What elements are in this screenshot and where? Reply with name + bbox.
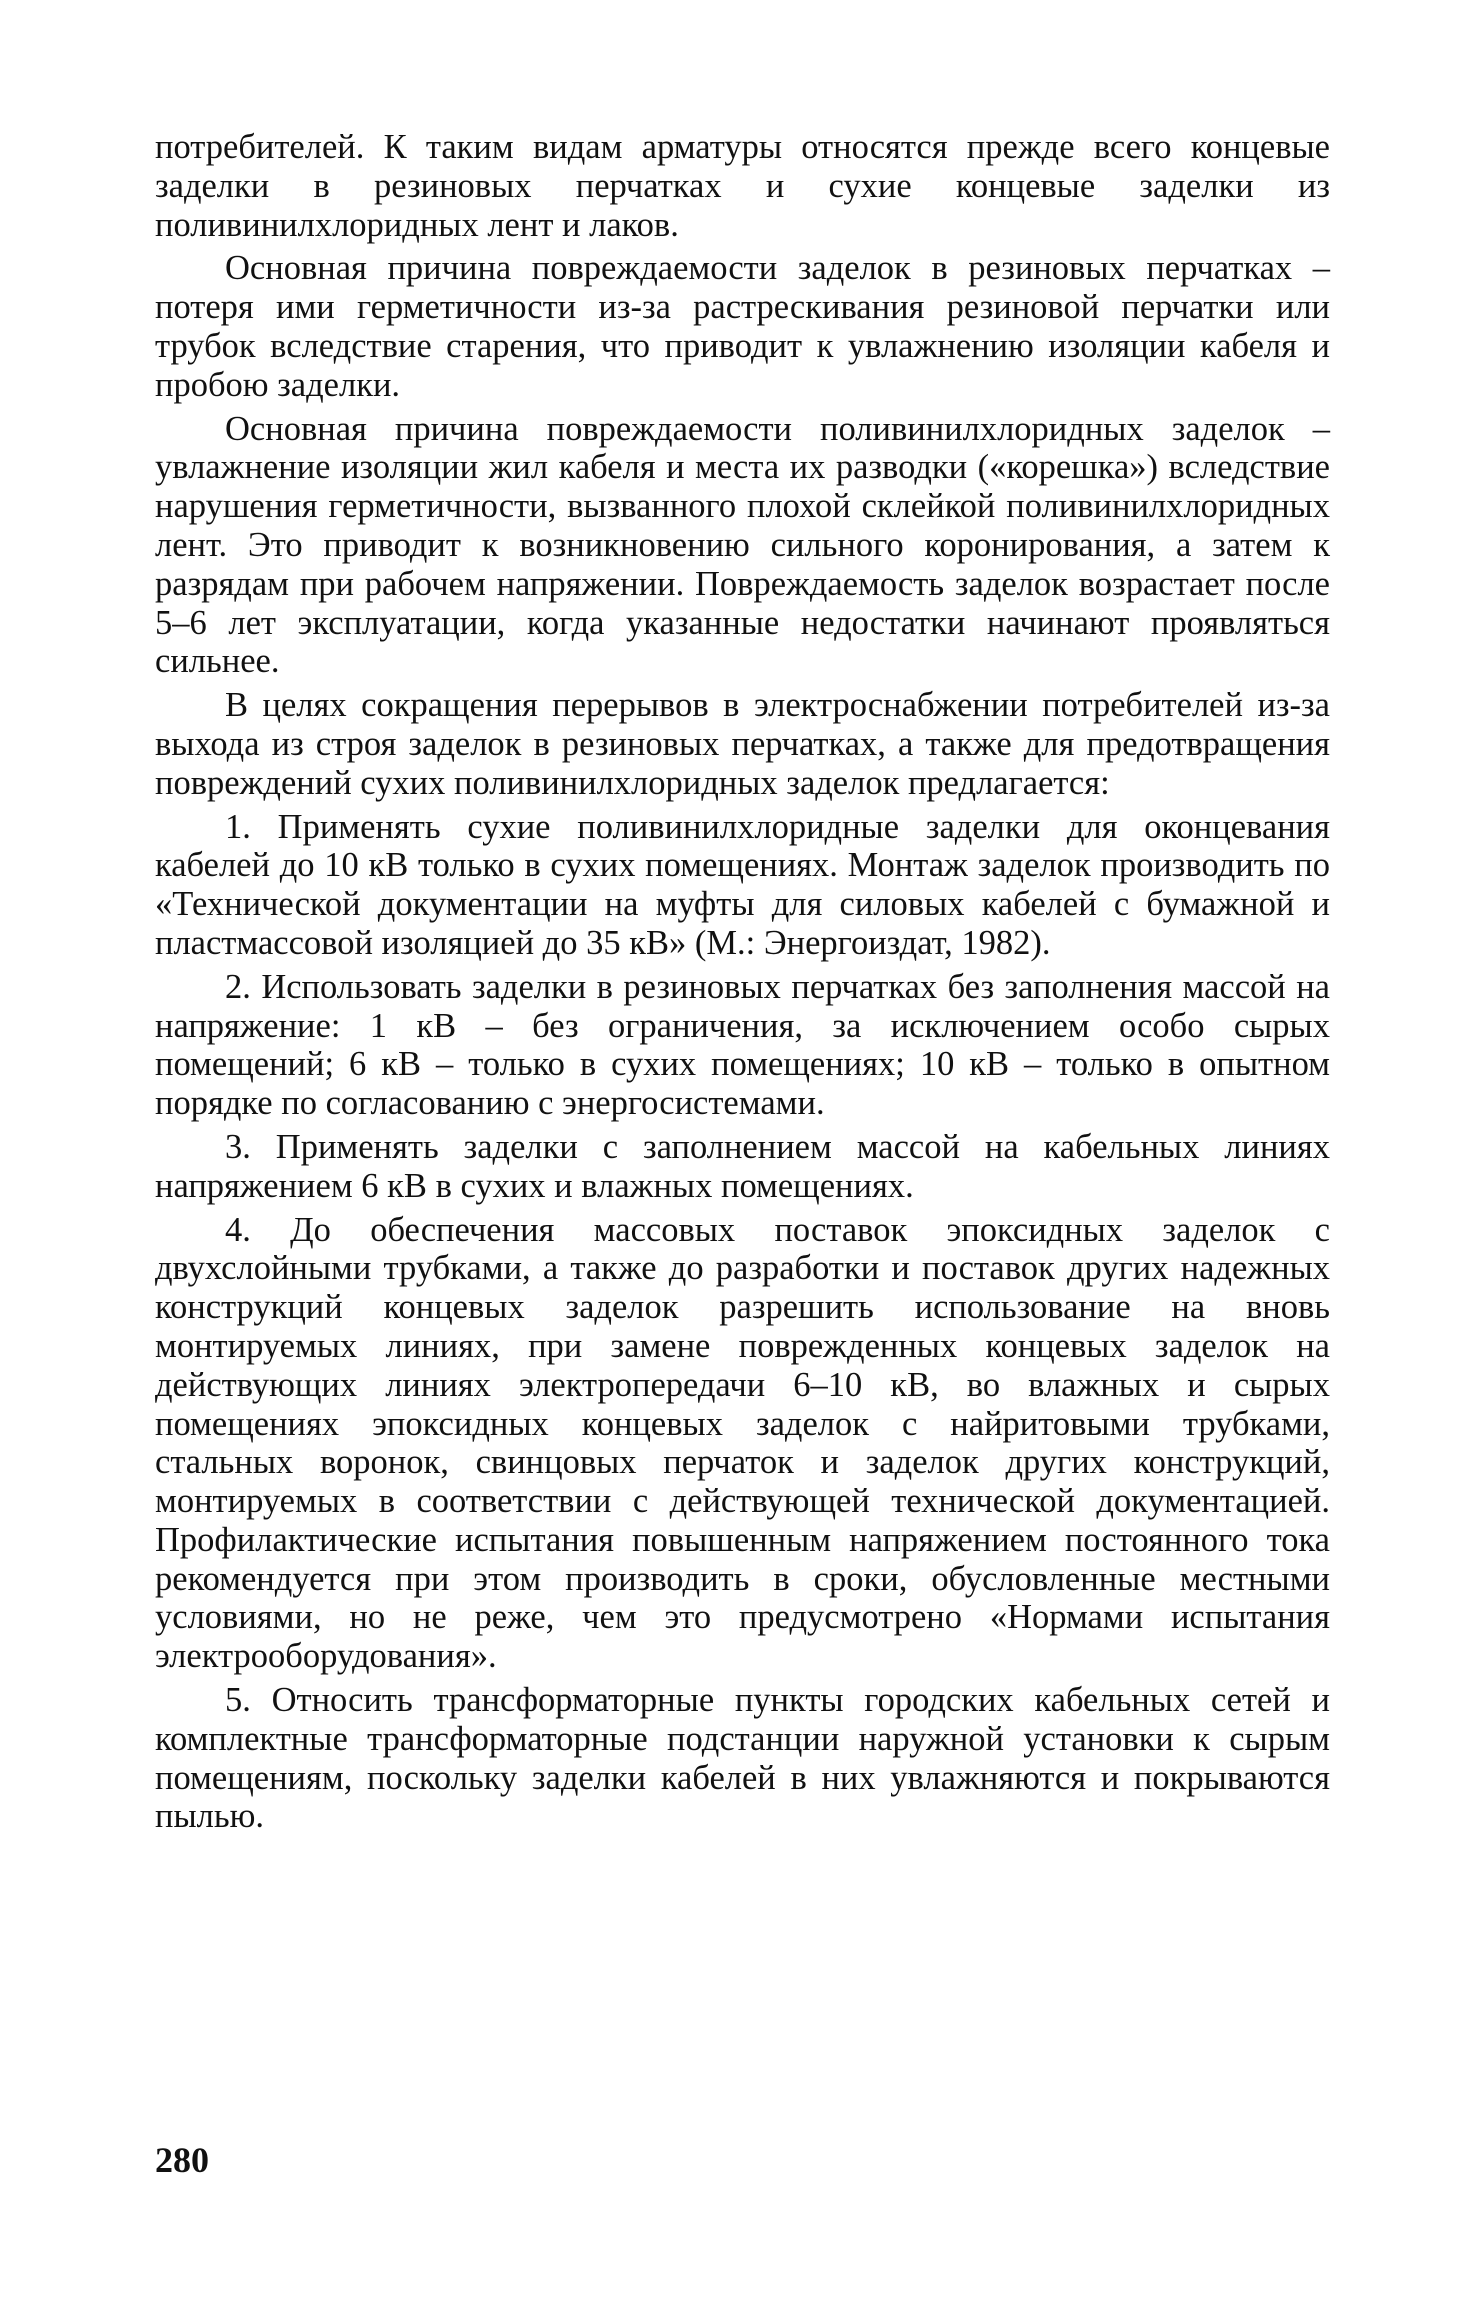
paragraph-pvc-seals-cause: Основная причина повреждаемости поливинилхлоридных заделок – увлажнение изоляции жил кабеля и места их разводки («корешка») вследствие нарушения герметичности, вызванного плохой склейкой поливинилхлоридных лент. Это приводит к возникновению сильного коронирования, а затем к разрядам при рабочем напряжении. Повреждаемость заделок возрастает после 5–6 лет эксплуатации, когда указанные недостатки начинают проявляться сильнее. bbox=[155, 409, 1330, 681]
list-item-5: 5. Относить трансформаторные пункты городских кабельных сетей и комплектные трансформаторные подстанции наружной установки к сырым помещениям, поскольку заделки кабелей в них увлажняются и покрываются пылью. bbox=[155, 1681, 1330, 1836]
page-number: 280 bbox=[155, 2140, 209, 2180]
list-item-3: 3. Применять заделки с заполнением массой на кабельных линиях напряжением 6 кВ в сухих и влажных помещениях. bbox=[155, 1127, 1330, 1205]
list-item-1: 1. Применять сухие поливинилхлоридные заделки для оконцевания кабелей до 10 кВ только в сухих помещениях. Монтаж заделок производить по «Технической документации на муфты для силовых кабелей с бумажной и пластмассовой изоляцией до 35 кВ» (М.: Энергоиздат, 1982). bbox=[155, 807, 1330, 962]
paragraph-continuation: потребителей. К таким видам арматуры относятся прежде всего концевые заделки в резиновых перчатках и сухие концевые заделки из поливинилхлоридных лент и лаков. bbox=[155, 128, 1330, 244]
list-item-4: 4. До обеспечения массовых поставок эпоксидных заделок с двухслойными трубками, а также до разработки и поставок других надежных конструкций концевых заделок разрешить использование на вновь монтируемых линиях, при замене поврежденных концевых заделок на действующих линиях электропередачи 6–10 кВ, во влажных и сырых помещениях эпоксидных концевых заделок с найритовыми трубками, стальных воронок, свинцовых перчаток и заделок других конструкций, монтируемых в соответствии с действующей технической документацией. Профилактические испытания повышенным напряжением постоянного тока рекомендуется при этом производить в сроки, обусловленные местными условиями, но не реже, чем это предусмотрено «Нормами испытания электрооборудования». bbox=[155, 1210, 1330, 1676]
paragraph-proposals-intro: В целях сокращения перерывов в электроснабжении потребителей из-за выхода из строя заделок в резиновых перчатках, а также для предотвращения повреждений сухих поливинилхлоридных заделок предлагается: bbox=[155, 686, 1330, 802]
list-item-2: 2. Использовать заделки в резиновых перчатках без заполнения массой на напряжение: 1 кВ – без ограничения, за исключением особо сырых помещений; 6 кВ – только в сухих помещениях; 10 кВ – только в опытном порядке по согласованию с энергосистемами. bbox=[155, 967, 1330, 1123]
paragraph-glove-seals-cause: Основная причина повреждаемости заделок в резиновых перчатках – потеря ими герметичности из-за растрескивания резиновой перчатки или трубок вследствие старения, что приводит к увлажнению изоляции кабеля и пробою заделки. bbox=[155, 249, 1330, 404]
body-text bbox=[155, 128, 1330, 1841]
